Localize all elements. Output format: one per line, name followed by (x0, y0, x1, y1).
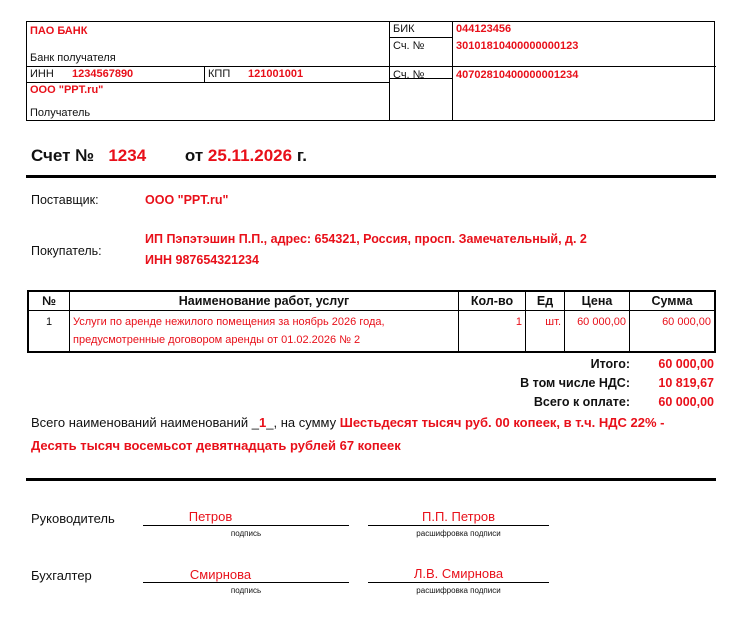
kpp-value: 121001001 (248, 68, 304, 80)
divider (452, 22, 453, 120)
cell-qty: 1 (459, 311, 526, 353)
due-value: 60 000,00 (658, 395, 714, 409)
inn-value: 1234567890 (72, 68, 134, 80)
cell-name-line1: Услуги по аренде нежилого помещения за ноябрь 2026 года, (73, 316, 385, 328)
summary-count: 1 (259, 415, 267, 430)
table-header-row (28, 291, 715, 311)
inn-label: ИНН (30, 68, 54, 80)
total-value: 60 000,00 (658, 357, 714, 371)
divider (389, 66, 716, 67)
buyer-line2: ИНН 987654321234 (145, 253, 259, 267)
invoice-date: 25.11.2026 (207, 146, 293, 165)
invoice-title-prefix: Счет № (31, 146, 95, 165)
director-decoded-caption: расшифровка подписи (416, 529, 501, 538)
account-value: 40702810400000001234 (456, 69, 579, 81)
accountant-signature: Смирнова (189, 567, 252, 582)
summary-amount-words: Шестьдесят тысяч руб. 00 копеек, в т.ч. НДС 22% - Десять тысяч восемьсот девятнадцать рублей 67 копеек (31, 415, 665, 453)
bik-value: 044123456 (456, 23, 512, 35)
director-signature: Петров (188, 509, 233, 524)
director-decoded: П.П. Петров (422, 509, 495, 524)
col-header-name: Наименование работ, услуг (70, 291, 459, 311)
col-header-qty: Кол-во (459, 291, 526, 311)
kpp-label: КПП (208, 68, 231, 80)
director-role: Руководитель (31, 511, 115, 526)
col-header-price: Цена (565, 291, 630, 311)
accountant-signature-caption: подпись (230, 586, 262, 595)
buyer-line1: ИП Пэпэтэшин П.П., адрес: 654321, Россия, просп. Замечательный, д. 2 (145, 232, 587, 246)
vat-value: 10 819,67 (658, 376, 714, 390)
invoice-title (31, 146, 307, 166)
bank-name: ПАО БАНК (30, 25, 88, 37)
vat-label: В том числе НДС: (520, 376, 630, 390)
cell-num: 1 (28, 311, 70, 353)
cell-price: 60 000,00 (565, 311, 630, 353)
divider (27, 82, 389, 83)
due-label: Всего к оплате: (533, 395, 630, 409)
items-table (27, 290, 716, 353)
amount-summary (31, 411, 711, 457)
col-header-sum: Сумма (630, 291, 716, 311)
accountant-role: Бухгалтер (31, 568, 92, 583)
divider (204, 66, 205, 82)
supplier-label: Поставщик: (31, 193, 99, 207)
director-decoded-line (368, 525, 549, 526)
supplier-value: ООО "PPT.ru" (145, 193, 229, 207)
table-row (28, 311, 715, 353)
col-header-unit: Ед (526, 291, 565, 311)
signature-rule (26, 478, 716, 481)
cell-name (70, 311, 459, 353)
accountant-decoded: Л.В. Смирнова (413, 566, 504, 581)
cell-sum: 60 000,00 (630, 311, 716, 353)
cell-unit: шт. (526, 311, 565, 353)
col-header-num: № (28, 291, 70, 311)
corr-account-value: 30101810400000000123 (456, 40, 579, 52)
divider (27, 66, 389, 67)
bik-label: БИК (393, 23, 415, 35)
accountant-decoded-caption: расшифровка подписи (416, 586, 501, 595)
recipient-label: Получатель (30, 107, 91, 119)
recipient-name: ООО "PPT.ru" (30, 84, 104, 96)
accountant-decoded-line (368, 582, 549, 583)
director-signature-line (143, 525, 349, 526)
invoice-number: 1234 (108, 146, 147, 165)
accountant-signature-line (143, 582, 349, 583)
director-signature-caption: подпись (230, 529, 262, 538)
bank-details-block (26, 21, 715, 121)
summary-prefix: Всего наименований наименований _ (31, 415, 260, 430)
corr-account-label: Сч. № (393, 40, 425, 52)
buyer-label: Покупатель: (31, 244, 102, 258)
invoice-date-suffix: г. (296, 146, 307, 165)
total-label: Итого: (590, 357, 630, 371)
divider (389, 37, 452, 38)
summary-middle: _, на сумму (266, 415, 340, 430)
title-rule (26, 175, 716, 178)
bank-label: Банк получателя (30, 52, 116, 64)
invoice-date-prefix: от (184, 146, 204, 165)
cell-name-line2: предусмотренные договором аренды от 01.02.2026 № 2 (73, 334, 361, 346)
account-label: Сч. № (393, 69, 425, 81)
